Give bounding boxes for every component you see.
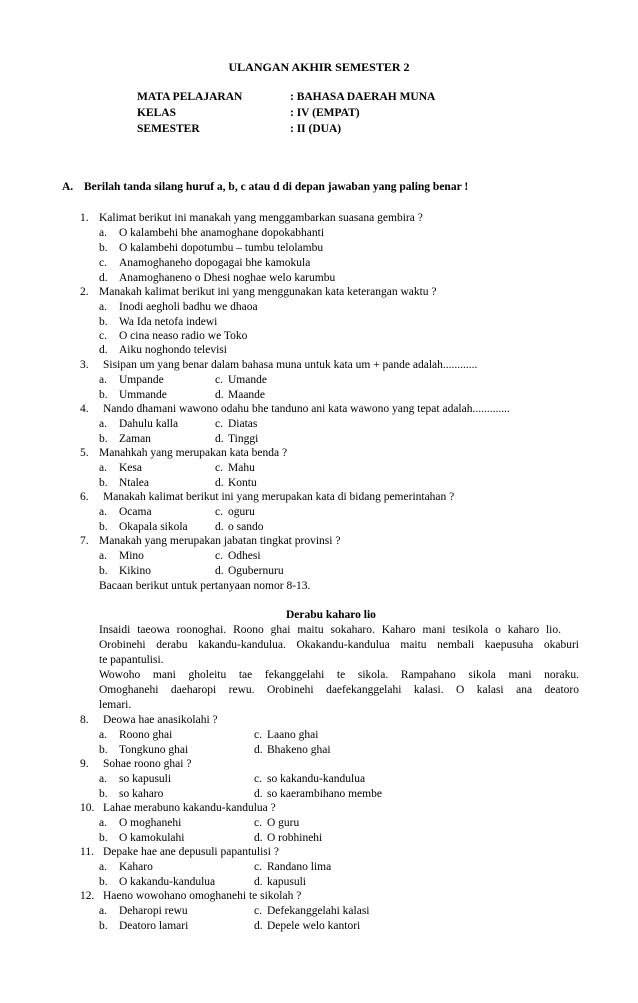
option-letter: c.	[215, 418, 223, 430]
option-letter: d.	[254, 876, 263, 888]
option-text: oguru	[228, 506, 255, 518]
option-text: Ocama	[119, 506, 152, 518]
option-letter: b.	[99, 521, 108, 533]
option-text: Kaharo	[119, 861, 153, 873]
option-text: Diatas	[228, 418, 258, 430]
option-letter: b.	[99, 433, 108, 445]
option-text: Bhakeno ghai	[267, 744, 331, 756]
option-letter: d.	[215, 477, 224, 489]
question-text: Manakah yang merupakan jabatan tingkat provinsi ?	[99, 535, 341, 547]
option-letter: a.	[99, 817, 107, 829]
option-text: Deharopi rewu	[119, 905, 188, 917]
option-letter: b.	[99, 242, 108, 254]
option-text: Kesa	[119, 462, 142, 474]
option-text: Roono ghai	[119, 729, 173, 741]
option-letter: b.	[99, 389, 108, 401]
option-text: Depele welo kantori	[267, 920, 361, 932]
option-letter: d.	[254, 832, 263, 844]
option-letter: c.	[254, 905, 262, 917]
option-letter: a.	[99, 374, 107, 386]
option-text: Umande	[228, 374, 267, 386]
option-text: Tongkuno ghai	[119, 744, 189, 756]
header-value-class: : IV (EMPAT)	[290, 107, 360, 119]
option-text: Kontu	[228, 477, 257, 489]
reading-line: te papantulisi.	[99, 654, 164, 666]
reading-title: Derabu kaharo lio	[286, 609, 376, 621]
option-letter: d.	[215, 433, 224, 445]
question-number: 7.	[80, 535, 89, 547]
option-text: O kalambehi bhe anamoghane dopokabhanti	[119, 227, 325, 239]
option-text: Dahulu kalla	[119, 418, 179, 430]
header-label-subject: MATA PELAJARAN	[137, 91, 243, 103]
header-label-semester: SEMESTER	[137, 123, 200, 135]
question-text: Haeno wowohano omoghanehi te sikolah ?	[103, 890, 302, 902]
option-letter: b.	[99, 744, 108, 756]
question-number: 10.	[80, 802, 95, 814]
question-text: Kalimat berikut ini manakah yang menggambarkan suasana gembira ?	[99, 212, 423, 224]
option-letter: b.	[99, 565, 108, 577]
question-number: 6.	[80, 491, 89, 503]
option-text: Aiku noghondo televisi	[119, 344, 227, 356]
question-text: Manakah kalimat berikut ini yang merupakan kata di bidang pemerintahan ?	[103, 491, 455, 503]
reading-line: Omoghanehi daeharopi rewu. Orobinehi daefekanggelahi kalasi. O kalasi ana deatoro	[99, 684, 579, 696]
option-letter: a.	[99, 729, 107, 741]
option-letter: a.	[99, 506, 107, 518]
option-letter: a.	[99, 301, 107, 313]
option-letter: c.	[215, 462, 223, 474]
header-value-semester: : II (DUA)	[290, 123, 342, 135]
option-text: Deatoro lamari	[119, 920, 189, 932]
option-text: Wa Ida netofa indewi	[119, 316, 218, 328]
option-text: Defekanggelahi kalasi	[267, 905, 370, 917]
option-text: Anamoghaneno o Dhesi noghae welo karumbu	[119, 272, 336, 284]
option-text: so kapusuli	[119, 773, 172, 785]
option-text: Laano ghai	[267, 729, 319, 741]
reading-line: Insaidi taeowa roonoghai. Roono ghai maitu sokaharo. Kaharo mani tesikola o kaharo lio.	[99, 624, 561, 636]
option-text: Kikino	[119, 565, 151, 577]
question-number: 9.	[80, 758, 89, 770]
option-letter: c.	[215, 550, 223, 562]
option-letter: c.	[215, 506, 223, 518]
option-text: O kakandu-kandulua	[119, 876, 216, 888]
question-number: 1.	[80, 212, 89, 224]
option-text: Anamoghaneho dopogagai bhe kamokula	[119, 257, 311, 269]
option-letter: c.	[254, 861, 262, 873]
option-letter: a.	[99, 462, 107, 474]
option-text: kapusuli	[267, 876, 306, 888]
question-number: 12.	[80, 890, 95, 902]
option-letter: d.	[254, 920, 263, 932]
question-text: Manakah kalimat berikut ini yang menggunakan kata keterangan waktu ?	[99, 286, 437, 298]
option-letter: d.	[99, 344, 108, 356]
option-letter: d.	[99, 272, 108, 284]
option-text: O moghanehi	[119, 817, 182, 829]
option-text: O cina neaso radio we Toko	[119, 330, 248, 342]
header-label-class: KELAS	[137, 107, 176, 119]
option-text: Maande	[228, 389, 266, 401]
section-instruction: Berilah tanda silang huruf a, b, c atau d di depan jawaban yang paling benar !	[84, 181, 469, 193]
option-text: Randano lima	[267, 861, 332, 873]
question-number: 11.	[80, 846, 94, 858]
reading-intro: Bacaan berikut untuk pertanyaan nomor 8-13.	[99, 580, 311, 592]
option-text: O kamokulahi	[119, 832, 185, 844]
option-letter: d.	[215, 389, 224, 401]
option-letter: d.	[254, 744, 263, 756]
reading-line: Wowoho mani gholeitu tae fekanggelahi te sikola. Rampahano sikola mani noraku.	[99, 669, 579, 681]
option-letter: c.	[99, 257, 107, 269]
header-value-subject: : BAHASA DAERAH MUNA	[290, 91, 436, 103]
option-text: o sando	[228, 521, 264, 533]
option-text: O guru	[267, 817, 300, 829]
question-number: 2.	[80, 286, 89, 298]
option-letter: c.	[254, 729, 262, 741]
question-text: Sisipan um yang benar dalam bahasa muna untuk kata um + pande adalah............	[103, 359, 478, 371]
option-text: Mino	[119, 550, 144, 562]
option-letter: c.	[215, 374, 223, 386]
reading-line: lemari.	[99, 699, 132, 711]
option-text: Umpande	[119, 374, 164, 386]
question-text: Deowa hae anasikolahi ?	[103, 714, 218, 726]
option-letter: c.	[254, 773, 262, 785]
option-letter: d.	[254, 788, 263, 800]
option-letter: b.	[99, 477, 108, 489]
question-number: 5.	[80, 447, 89, 459]
option-text: Ummande	[119, 389, 167, 401]
question-text: Sohae roono ghai ?	[103, 758, 192, 770]
question-text: Manahkah yang merupakan kata benda ?	[99, 447, 288, 459]
option-letter: a.	[99, 905, 107, 917]
question-number: 4.	[80, 403, 89, 415]
option-letter: a.	[99, 773, 107, 785]
option-letter: d.	[215, 565, 224, 577]
question-text: Lahae merabuno kakandu-kandulua ?	[103, 802, 276, 814]
option-text: so kaerambihano membe	[267, 788, 382, 800]
exam-title: ULANGAN AKHIR SEMESTER 2	[228, 60, 410, 74]
option-text: so kakandu-kandulua	[267, 773, 366, 785]
option-text: Inodi aegholi badhu we dhaoa	[119, 301, 258, 313]
option-letter: a.	[99, 861, 107, 873]
question-number: 3.	[80, 359, 89, 371]
option-text: so kaharo	[119, 788, 164, 800]
option-text: Odhesi	[228, 550, 261, 562]
option-letter: c.	[254, 817, 262, 829]
option-text: Okapala sikola	[119, 521, 188, 533]
option-text: O kalambehi dopotumbu – tumbu telolambu	[119, 242, 324, 254]
option-text: Ntalea	[119, 477, 150, 489]
option-text: Mahu	[228, 462, 255, 474]
question-number: 8.	[80, 714, 89, 726]
option-text: Tinggi	[228, 433, 259, 445]
option-letter: b.	[99, 788, 108, 800]
option-text: Ogubernuru	[228, 565, 284, 577]
option-text: Zaman	[119, 433, 151, 445]
option-letter: a.	[99, 418, 107, 430]
section-letter: A.	[62, 181, 74, 193]
option-letter: b.	[99, 920, 108, 932]
option-text: O robhinehi	[267, 832, 323, 844]
question-text: Depake hae ane depusuli papantulisi ?	[103, 846, 279, 858]
option-letter: b.	[99, 832, 108, 844]
option-letter: a.	[99, 227, 107, 239]
option-letter: d.	[215, 521, 224, 533]
option-letter: b.	[99, 876, 108, 888]
question-text: Nando dhamani wawono odahu bhe tanduno ani kata wawono yang tepat adalah.............	[103, 403, 510, 415]
reading-line: Orobinehi derabu kakandu-kandulua. Okakandu-kandulua maitu nembali kaepusuha okaburi	[99, 639, 579, 651]
option-letter: a.	[99, 550, 107, 562]
option-letter: c.	[99, 330, 107, 342]
option-letter: b.	[99, 316, 108, 328]
